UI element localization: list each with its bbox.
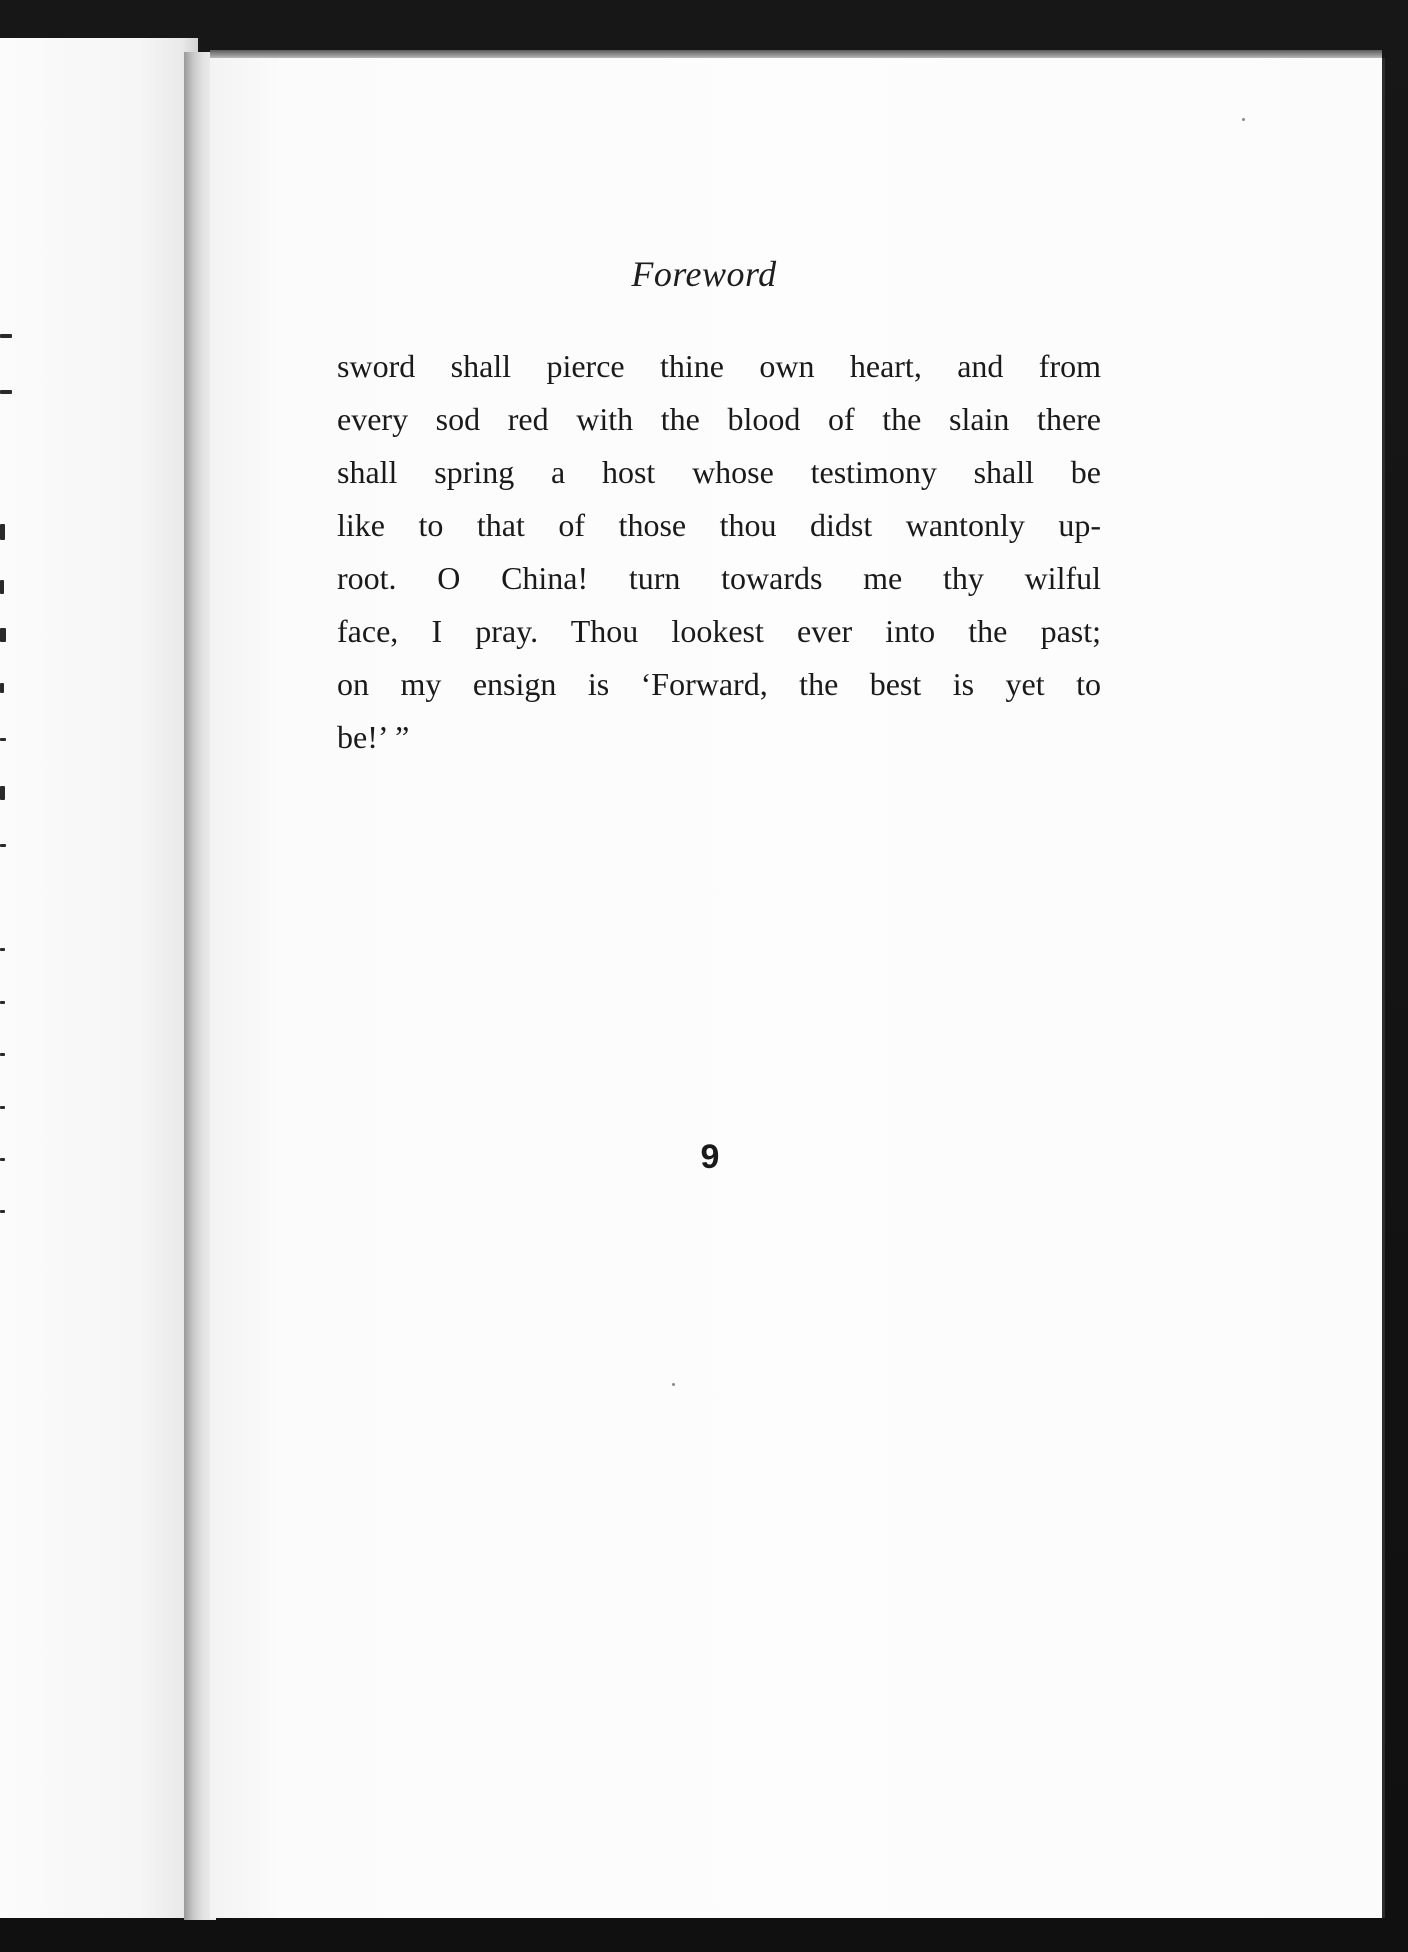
facing-page-mark: [0, 524, 5, 540]
facing-page-mark: [0, 738, 6, 741]
paper-speck: [1242, 118, 1245, 121]
text-line: on my ensign is ‘Forward, the best is yet to: [337, 666, 1101, 702]
text-line: face, I pray. Thou lookest ever into the past;: [337, 613, 1101, 649]
running-head: Foreword: [631, 254, 777, 294]
facing-page-mark: [0, 948, 5, 951]
facing-page-mark: [0, 683, 4, 693]
text-line: be!’ ”: [337, 719, 410, 755]
paper-speck: [672, 1383, 675, 1386]
facing-page-mark: [0, 1106, 5, 1109]
facing-page-mark: [0, 786, 5, 800]
text-line: sword shall pierce thine own heart, and from: [337, 348, 1101, 384]
facing-page-edge: [0, 38, 198, 1918]
body-text: [337, 340, 1101, 764]
facing-page-mark: [0, 1210, 5, 1213]
book-page: [210, 58, 1385, 1918]
facing-page-mark: [0, 844, 6, 847]
text-line: shall spring a host whose testimony shall be: [337, 454, 1101, 490]
facing-page-mark: [0, 1053, 5, 1056]
facing-page-mark: [0, 390, 12, 394]
facing-page-mark: [0, 580, 4, 594]
facing-page-mark: [0, 1001, 5, 1004]
text-line: every sod red with the blood of the slain there: [337, 401, 1101, 437]
facing-page-mark: [0, 628, 6, 642]
page-number: 9: [700, 1138, 720, 1176]
text-line: like to that of those thou didst wantonly up-: [337, 507, 1101, 543]
text-line: root. O China! turn towards me thy wilful: [337, 560, 1101, 596]
facing-page-mark: [0, 334, 12, 338]
